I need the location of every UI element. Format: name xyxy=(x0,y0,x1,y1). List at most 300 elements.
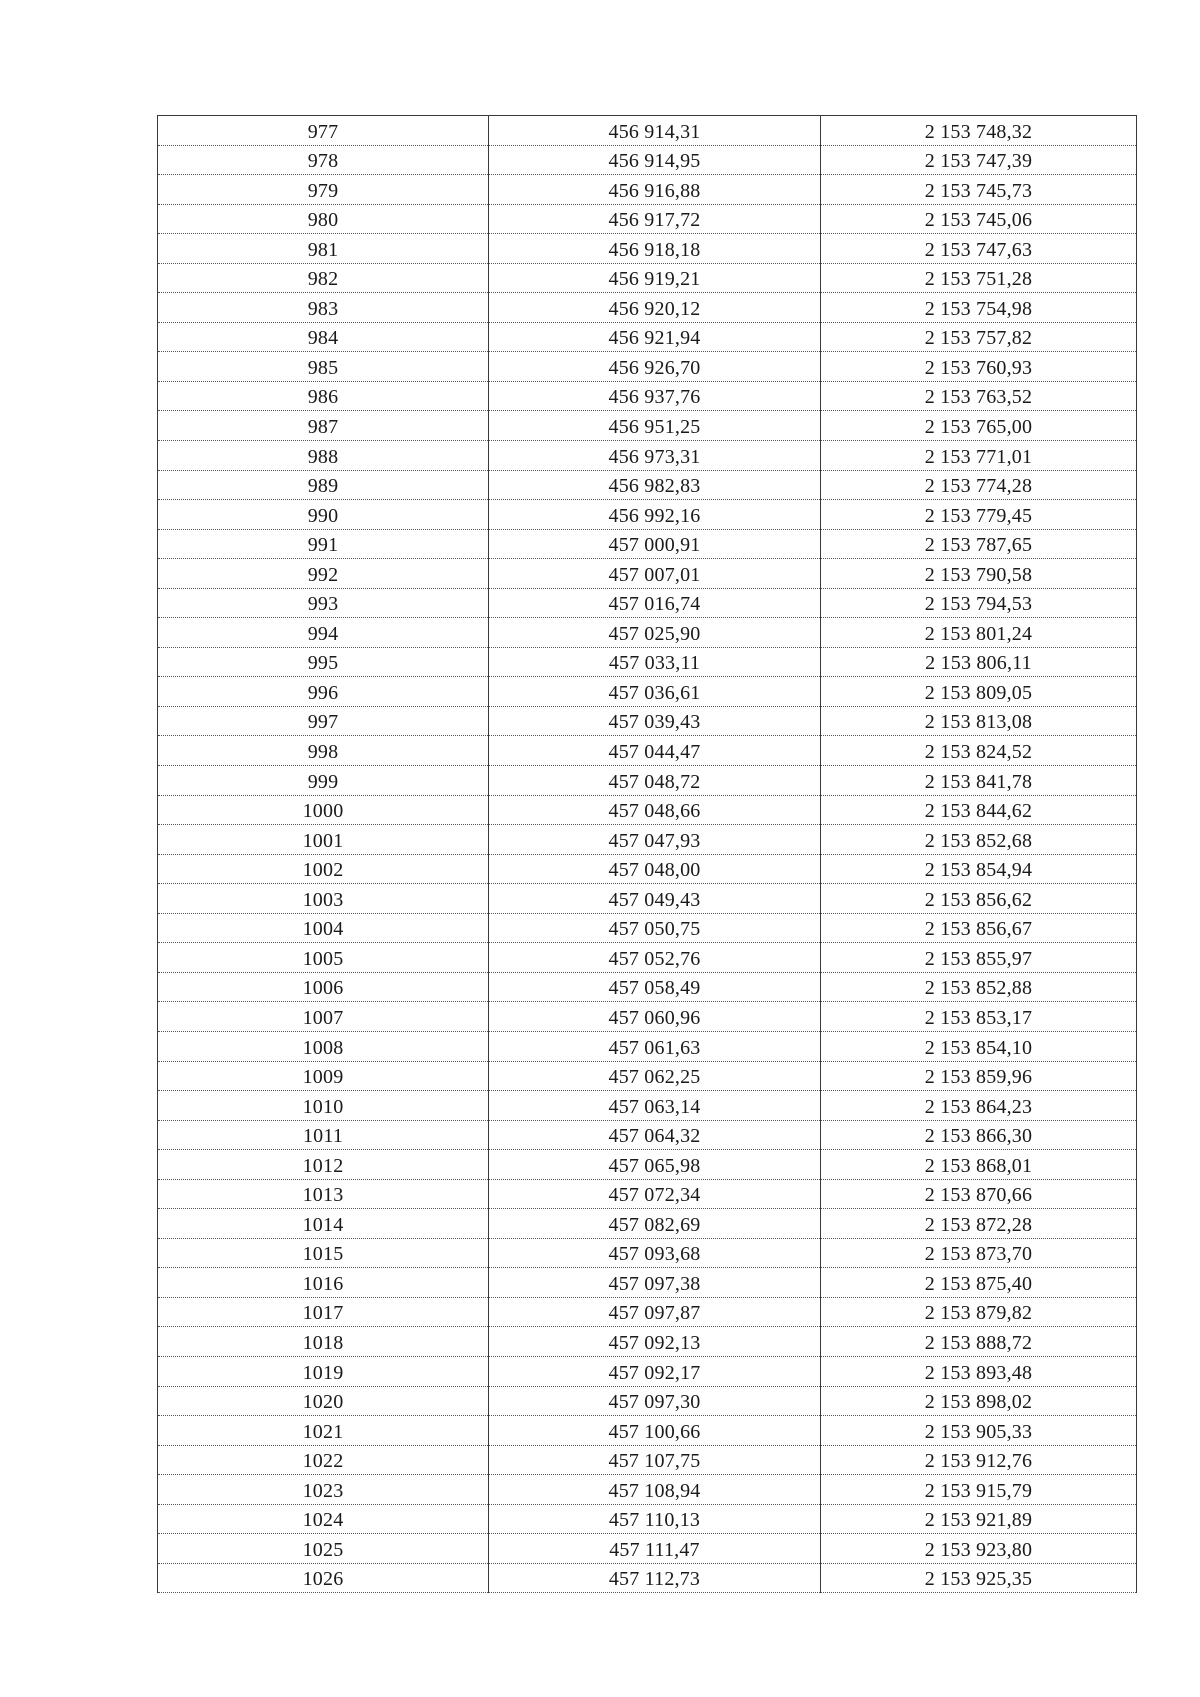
cell-value: 2 153 859,96 xyxy=(924,1066,1033,1089)
cell-value: 1020 xyxy=(302,1391,344,1414)
cell-value: 457 065,98 xyxy=(608,1154,701,1177)
point-number-cell xyxy=(158,175,489,205)
x-coordinate-cell xyxy=(489,293,821,323)
cell-value: 1019 xyxy=(302,1361,344,1384)
cell-value: 457 092,17 xyxy=(608,1361,701,1384)
point-number-cell xyxy=(158,647,489,677)
point-number-cell xyxy=(158,204,489,234)
cell-value: 988 xyxy=(307,445,339,468)
cell-value: 1003 xyxy=(302,888,344,911)
cell-value: 457 111,47 xyxy=(609,1538,700,1561)
y-coordinate-cell xyxy=(821,647,1137,677)
x-coordinate-cell xyxy=(489,1002,821,1032)
coordinates-table-body xyxy=(158,116,1137,1593)
point-number-cell xyxy=(158,795,489,825)
cell-value: 457 093,68 xyxy=(608,1243,701,1266)
table-row xyxy=(158,1327,1137,1357)
point-number-cell xyxy=(158,1534,489,1564)
point-number-cell xyxy=(158,1416,489,1446)
table-row xyxy=(158,647,1137,677)
cell-value: 1000 xyxy=(302,800,344,823)
cell-value: 1012 xyxy=(302,1154,344,1177)
cell-value: 1005 xyxy=(302,947,344,970)
x-coordinate-cell xyxy=(489,1534,821,1564)
y-coordinate-cell xyxy=(821,1238,1137,1268)
cell-value: 2 153 866,30 xyxy=(924,1125,1033,1148)
cell-value: 2 153 801,24 xyxy=(924,622,1033,645)
table-row xyxy=(158,913,1137,943)
x-coordinate-cell xyxy=(489,1504,821,1534)
cell-value: 2 153 790,58 xyxy=(924,563,1033,586)
x-coordinate-cell xyxy=(489,145,821,175)
table-row xyxy=(158,1297,1137,1327)
cell-value: 456 992,16 xyxy=(608,504,701,527)
cell-value: 457 044,47 xyxy=(608,741,701,764)
table-row xyxy=(158,1563,1137,1593)
table-row xyxy=(158,322,1137,352)
point-number-cell xyxy=(158,1002,489,1032)
point-number-cell xyxy=(158,381,489,411)
y-coordinate-cell xyxy=(821,795,1137,825)
cell-value: 2 153 921,89 xyxy=(924,1509,1033,1532)
cell-value: 456 982,83 xyxy=(608,475,701,498)
cell-value: 457 092,13 xyxy=(608,1331,701,1354)
y-coordinate-cell xyxy=(821,825,1137,855)
y-coordinate-cell xyxy=(821,1091,1137,1121)
cell-value: 457 062,25 xyxy=(608,1066,701,1089)
cell-value: 993 xyxy=(307,593,339,616)
x-coordinate-cell xyxy=(489,1120,821,1150)
cell-value: 977 xyxy=(307,120,339,143)
x-coordinate-cell xyxy=(489,411,821,441)
x-coordinate-cell xyxy=(489,559,821,589)
point-number-cell xyxy=(158,884,489,914)
point-number-cell xyxy=(158,1061,489,1091)
table-row xyxy=(158,411,1137,441)
cell-value: 457 039,43 xyxy=(608,711,701,734)
x-coordinate-cell xyxy=(489,500,821,530)
point-number-cell xyxy=(158,1268,489,1298)
y-coordinate-cell xyxy=(821,854,1137,884)
y-coordinate-cell xyxy=(821,470,1137,500)
x-coordinate-cell xyxy=(489,175,821,205)
cell-value: 978 xyxy=(307,150,339,173)
x-coordinate-cell xyxy=(489,352,821,382)
cell-value: 1009 xyxy=(302,1066,344,1089)
cell-value: 2 153 873,70 xyxy=(924,1243,1033,1266)
cell-value: 2 153 763,52 xyxy=(924,386,1033,409)
point-number-cell xyxy=(158,1091,489,1121)
table-row xyxy=(158,381,1137,411)
cell-value: 996 xyxy=(307,681,339,704)
cell-value: 990 xyxy=(307,504,339,527)
y-coordinate-cell xyxy=(821,766,1137,796)
x-coordinate-cell xyxy=(489,1445,821,1475)
cell-value: 2 153 824,52 xyxy=(924,741,1033,764)
point-number-cell xyxy=(158,1563,489,1593)
cell-value: 456 973,31 xyxy=(608,445,701,468)
table-row xyxy=(158,736,1137,766)
cell-value: 2 153 856,67 xyxy=(924,918,1033,941)
x-coordinate-cell xyxy=(489,1091,821,1121)
point-number-cell xyxy=(158,825,489,855)
point-number-cell xyxy=(158,322,489,352)
y-coordinate-cell xyxy=(821,913,1137,943)
cell-value: 457 064,32 xyxy=(608,1125,701,1148)
cell-value: 457 107,75 xyxy=(608,1450,701,1473)
x-coordinate-cell xyxy=(489,322,821,352)
cell-value: 2 153 855,97 xyxy=(924,947,1033,970)
cell-value: 457 047,93 xyxy=(608,829,701,852)
cell-value: 1024 xyxy=(302,1509,344,1532)
point-number-cell xyxy=(158,352,489,382)
cell-value: 2 153 751,28 xyxy=(924,268,1033,291)
point-number-cell xyxy=(158,1327,489,1357)
cell-value: 457 052,76 xyxy=(608,947,701,970)
x-coordinate-cell xyxy=(489,884,821,914)
cell-value: 1022 xyxy=(302,1450,344,1473)
cell-value: 457 048,72 xyxy=(608,770,701,793)
cell-value: 2 153 806,11 xyxy=(925,652,1032,675)
table-row xyxy=(158,1534,1137,1564)
cell-value: 457 058,49 xyxy=(608,977,701,1000)
cell-value: 2 153 748,32 xyxy=(924,120,1033,143)
y-coordinate-cell xyxy=(821,559,1137,589)
y-coordinate-cell xyxy=(821,381,1137,411)
y-coordinate-cell xyxy=(821,618,1137,648)
y-coordinate-cell xyxy=(821,736,1137,766)
table-row xyxy=(158,1179,1137,1209)
cell-value: 457 063,14 xyxy=(608,1095,701,1118)
cell-value: 1026 xyxy=(302,1568,344,1591)
x-coordinate-cell xyxy=(489,1061,821,1091)
cell-value: 457 048,00 xyxy=(608,859,701,882)
point-number-cell xyxy=(158,263,489,293)
x-coordinate-cell xyxy=(489,441,821,471)
cell-value: 456 917,72 xyxy=(608,209,701,232)
point-number-cell xyxy=(158,293,489,323)
x-coordinate-cell xyxy=(489,972,821,1002)
cell-value: 2 153 844,62 xyxy=(924,800,1033,823)
cell-value: 2 153 841,78 xyxy=(924,770,1033,793)
y-coordinate-cell xyxy=(821,1504,1137,1534)
y-coordinate-cell xyxy=(821,1563,1137,1593)
cell-value: 2 153 915,79 xyxy=(924,1479,1033,1502)
x-coordinate-cell xyxy=(489,1209,821,1239)
cell-value: 1018 xyxy=(302,1331,344,1354)
y-coordinate-cell xyxy=(821,588,1137,618)
cell-value: 457 033,11 xyxy=(608,652,701,675)
x-coordinate-cell xyxy=(489,854,821,884)
point-number-cell xyxy=(158,1356,489,1386)
y-coordinate-cell xyxy=(821,293,1137,323)
point-number-cell xyxy=(158,116,489,146)
x-coordinate-cell xyxy=(489,1150,821,1180)
cell-value: 2 153 809,05 xyxy=(924,681,1033,704)
cell-value: 2 153 745,73 xyxy=(924,179,1033,202)
x-coordinate-cell xyxy=(489,588,821,618)
cell-value: 981 xyxy=(307,238,339,261)
table-row xyxy=(158,1416,1137,1446)
point-number-cell xyxy=(158,1120,489,1150)
y-coordinate-cell xyxy=(821,204,1137,234)
cell-value: 980 xyxy=(307,209,339,232)
x-coordinate-cell xyxy=(489,1268,821,1298)
point-number-cell xyxy=(158,677,489,707)
cell-value: 2 153 868,01 xyxy=(924,1154,1033,1177)
table-row xyxy=(158,588,1137,618)
cell-value: 1023 xyxy=(302,1479,344,1502)
table-row xyxy=(158,1209,1137,1239)
x-coordinate-cell xyxy=(489,470,821,500)
point-number-cell xyxy=(158,972,489,1002)
cell-value: 2 153 925,35 xyxy=(924,1568,1033,1591)
cell-value: 992 xyxy=(307,563,339,586)
cell-value: 2 153 757,82 xyxy=(924,327,1033,350)
y-coordinate-cell xyxy=(821,352,1137,382)
cell-value: 456 951,25 xyxy=(608,416,701,439)
table-row xyxy=(158,293,1137,323)
y-coordinate-cell xyxy=(821,1002,1137,1032)
cell-value: 2 153 870,66 xyxy=(924,1184,1033,1207)
table-row xyxy=(158,1504,1137,1534)
cell-value: 457 025,90 xyxy=(608,622,701,645)
table-row xyxy=(158,145,1137,175)
table-row xyxy=(158,854,1137,884)
x-coordinate-cell xyxy=(489,1416,821,1446)
cell-value: 2 153 771,01 xyxy=(924,445,1033,468)
y-coordinate-cell xyxy=(821,884,1137,914)
x-coordinate-cell xyxy=(489,1297,821,1327)
point-number-cell xyxy=(158,1031,489,1061)
point-number-cell xyxy=(158,1445,489,1475)
cell-value: 2 153 813,08 xyxy=(924,711,1033,734)
cell-value: 1025 xyxy=(302,1538,344,1561)
cell-value: 998 xyxy=(307,741,339,764)
table-row xyxy=(158,352,1137,382)
point-number-cell xyxy=(158,943,489,973)
cell-value: 985 xyxy=(307,356,339,379)
cell-value: 456 918,18 xyxy=(608,238,701,261)
table-row xyxy=(158,884,1137,914)
point-number-cell xyxy=(158,736,489,766)
table-row xyxy=(158,116,1137,146)
table-row xyxy=(158,1356,1137,1386)
cell-value: 2 153 923,80 xyxy=(924,1538,1033,1561)
table-row xyxy=(158,972,1137,1002)
y-coordinate-cell xyxy=(821,500,1137,530)
table-row xyxy=(158,943,1137,973)
cell-value: 457 110,13 xyxy=(608,1509,701,1532)
point-number-cell xyxy=(158,559,489,589)
y-coordinate-cell xyxy=(821,1416,1137,1446)
point-number-cell xyxy=(158,1297,489,1327)
point-number-cell xyxy=(158,411,489,441)
cell-value: 984 xyxy=(307,327,339,350)
table-row xyxy=(158,618,1137,648)
table-row xyxy=(158,1091,1137,1121)
x-coordinate-cell xyxy=(489,943,821,973)
point-number-cell xyxy=(158,500,489,530)
cell-value: 457 000,91 xyxy=(608,534,701,557)
cell-value: 986 xyxy=(307,386,339,409)
cell-value: 457 050,75 xyxy=(608,918,701,941)
cell-value: 2 153 853,17 xyxy=(924,1006,1033,1029)
cell-value: 456 914,95 xyxy=(608,150,701,173)
x-coordinate-cell xyxy=(489,381,821,411)
x-coordinate-cell xyxy=(489,825,821,855)
cell-value: 2 153 905,33 xyxy=(924,1420,1033,1443)
coordinates-table xyxy=(157,115,1137,1593)
y-coordinate-cell xyxy=(821,1120,1137,1150)
cell-value: 979 xyxy=(307,179,339,202)
y-coordinate-cell xyxy=(821,972,1137,1002)
cell-value: 457 016,74 xyxy=(608,593,701,616)
x-coordinate-cell xyxy=(489,234,821,264)
point-number-cell xyxy=(158,470,489,500)
cell-value: 2 153 745,06 xyxy=(924,209,1033,232)
y-coordinate-cell xyxy=(821,1268,1137,1298)
cell-value: 1001 xyxy=(302,829,344,852)
table-row xyxy=(158,234,1137,264)
cell-value: 2 153 779,45 xyxy=(924,504,1033,527)
point-number-cell xyxy=(158,1150,489,1180)
cell-value: 2 153 893,48 xyxy=(924,1361,1033,1384)
cell-value: 1013 xyxy=(302,1184,344,1207)
cell-value: 994 xyxy=(307,622,339,645)
cell-value: 457 060,96 xyxy=(608,1006,701,1029)
table-row xyxy=(158,559,1137,589)
cell-value: 2 153 774,28 xyxy=(924,475,1033,498)
table-row xyxy=(158,1002,1137,1032)
cell-value: 982 xyxy=(307,268,339,291)
point-number-cell xyxy=(158,1209,489,1239)
y-coordinate-cell xyxy=(821,943,1137,973)
cell-value: 457 082,69 xyxy=(608,1213,701,1236)
y-coordinate-cell xyxy=(821,1179,1137,1209)
cell-value: 2 153 864,23 xyxy=(924,1095,1033,1118)
cell-value: 2 153 856,62 xyxy=(924,888,1033,911)
cell-value: 2 153 854,94 xyxy=(924,859,1033,882)
table-row xyxy=(158,441,1137,471)
point-number-cell xyxy=(158,1504,489,1534)
y-coordinate-cell xyxy=(821,1150,1137,1180)
x-coordinate-cell xyxy=(489,677,821,707)
cell-value: 987 xyxy=(307,416,339,439)
y-coordinate-cell xyxy=(821,411,1137,441)
table-row xyxy=(158,1268,1137,1298)
cell-value: 457 097,87 xyxy=(608,1302,701,1325)
y-coordinate-cell xyxy=(821,1061,1137,1091)
y-coordinate-cell xyxy=(821,116,1137,146)
cell-value: 997 xyxy=(307,711,339,734)
cell-value: 457 072,34 xyxy=(608,1184,701,1207)
y-coordinate-cell xyxy=(821,1209,1137,1239)
y-coordinate-cell xyxy=(821,1297,1137,1327)
table-row xyxy=(158,204,1137,234)
cell-value: 2 153 872,28 xyxy=(924,1213,1033,1236)
y-coordinate-cell xyxy=(821,677,1137,707)
x-coordinate-cell xyxy=(489,1563,821,1593)
x-coordinate-cell xyxy=(489,1356,821,1386)
x-coordinate-cell xyxy=(489,204,821,234)
y-coordinate-cell xyxy=(821,322,1137,352)
cell-value: 456 919,21 xyxy=(608,268,701,291)
x-coordinate-cell xyxy=(489,1238,821,1268)
cell-value: 2 153 754,98 xyxy=(924,297,1033,320)
cell-value: 1011 xyxy=(302,1125,344,1148)
x-coordinate-cell xyxy=(489,647,821,677)
cell-value: 1007 xyxy=(302,1006,344,1029)
point-number-cell xyxy=(158,1238,489,1268)
table-row xyxy=(158,500,1137,530)
y-coordinate-cell xyxy=(821,234,1137,264)
cell-value: 2 153 760,93 xyxy=(924,356,1033,379)
x-coordinate-cell xyxy=(489,529,821,559)
cell-value: 457 048,66 xyxy=(608,800,701,823)
cell-value: 2 153 794,53 xyxy=(924,593,1033,616)
x-coordinate-cell xyxy=(489,618,821,648)
table-row xyxy=(158,706,1137,736)
point-number-cell xyxy=(158,766,489,796)
x-coordinate-cell xyxy=(489,1386,821,1416)
table-row xyxy=(158,1031,1137,1061)
cell-value: 2 153 787,65 xyxy=(924,534,1033,557)
y-coordinate-cell xyxy=(821,1386,1137,1416)
point-number-cell xyxy=(158,618,489,648)
point-number-cell xyxy=(158,706,489,736)
cell-value: 995 xyxy=(307,652,339,675)
cell-value: 456 920,12 xyxy=(608,297,701,320)
y-coordinate-cell xyxy=(821,1534,1137,1564)
cell-value: 999 xyxy=(307,770,339,793)
cell-value: 457 100,66 xyxy=(608,1420,701,1443)
cell-value: 456 926,70 xyxy=(608,356,701,379)
table-row xyxy=(158,1475,1137,1505)
cell-value: 1002 xyxy=(302,859,344,882)
cell-value: 1006 xyxy=(302,977,344,1000)
table-row xyxy=(158,795,1137,825)
x-coordinate-cell xyxy=(489,116,821,146)
point-number-cell xyxy=(158,854,489,884)
y-coordinate-cell xyxy=(821,706,1137,736)
y-coordinate-cell xyxy=(821,145,1137,175)
cell-value: 1016 xyxy=(302,1272,344,1295)
cell-value: 457 007,01 xyxy=(608,563,701,586)
x-coordinate-cell xyxy=(489,263,821,293)
point-number-cell xyxy=(158,913,489,943)
point-number-cell xyxy=(158,588,489,618)
cell-value: 456 937,76 xyxy=(608,386,701,409)
y-coordinate-cell xyxy=(821,263,1137,293)
y-coordinate-cell xyxy=(821,1356,1137,1386)
cell-value: 457 097,30 xyxy=(608,1391,701,1414)
cell-value: 457 112,73 xyxy=(608,1568,701,1591)
x-coordinate-cell xyxy=(489,1475,821,1505)
point-number-cell xyxy=(158,1475,489,1505)
table-row xyxy=(158,1061,1137,1091)
cell-value: 1008 xyxy=(302,1036,344,1059)
cell-value: 991 xyxy=(307,534,339,557)
cell-value: 983 xyxy=(307,297,339,320)
table-row xyxy=(158,1238,1137,1268)
point-number-cell xyxy=(158,441,489,471)
table-row xyxy=(158,766,1137,796)
cell-value: 2 153 747,39 xyxy=(924,150,1033,173)
y-coordinate-cell xyxy=(821,1445,1137,1475)
table-row xyxy=(158,825,1137,855)
cell-value: 2 153 912,76 xyxy=(924,1450,1033,1473)
